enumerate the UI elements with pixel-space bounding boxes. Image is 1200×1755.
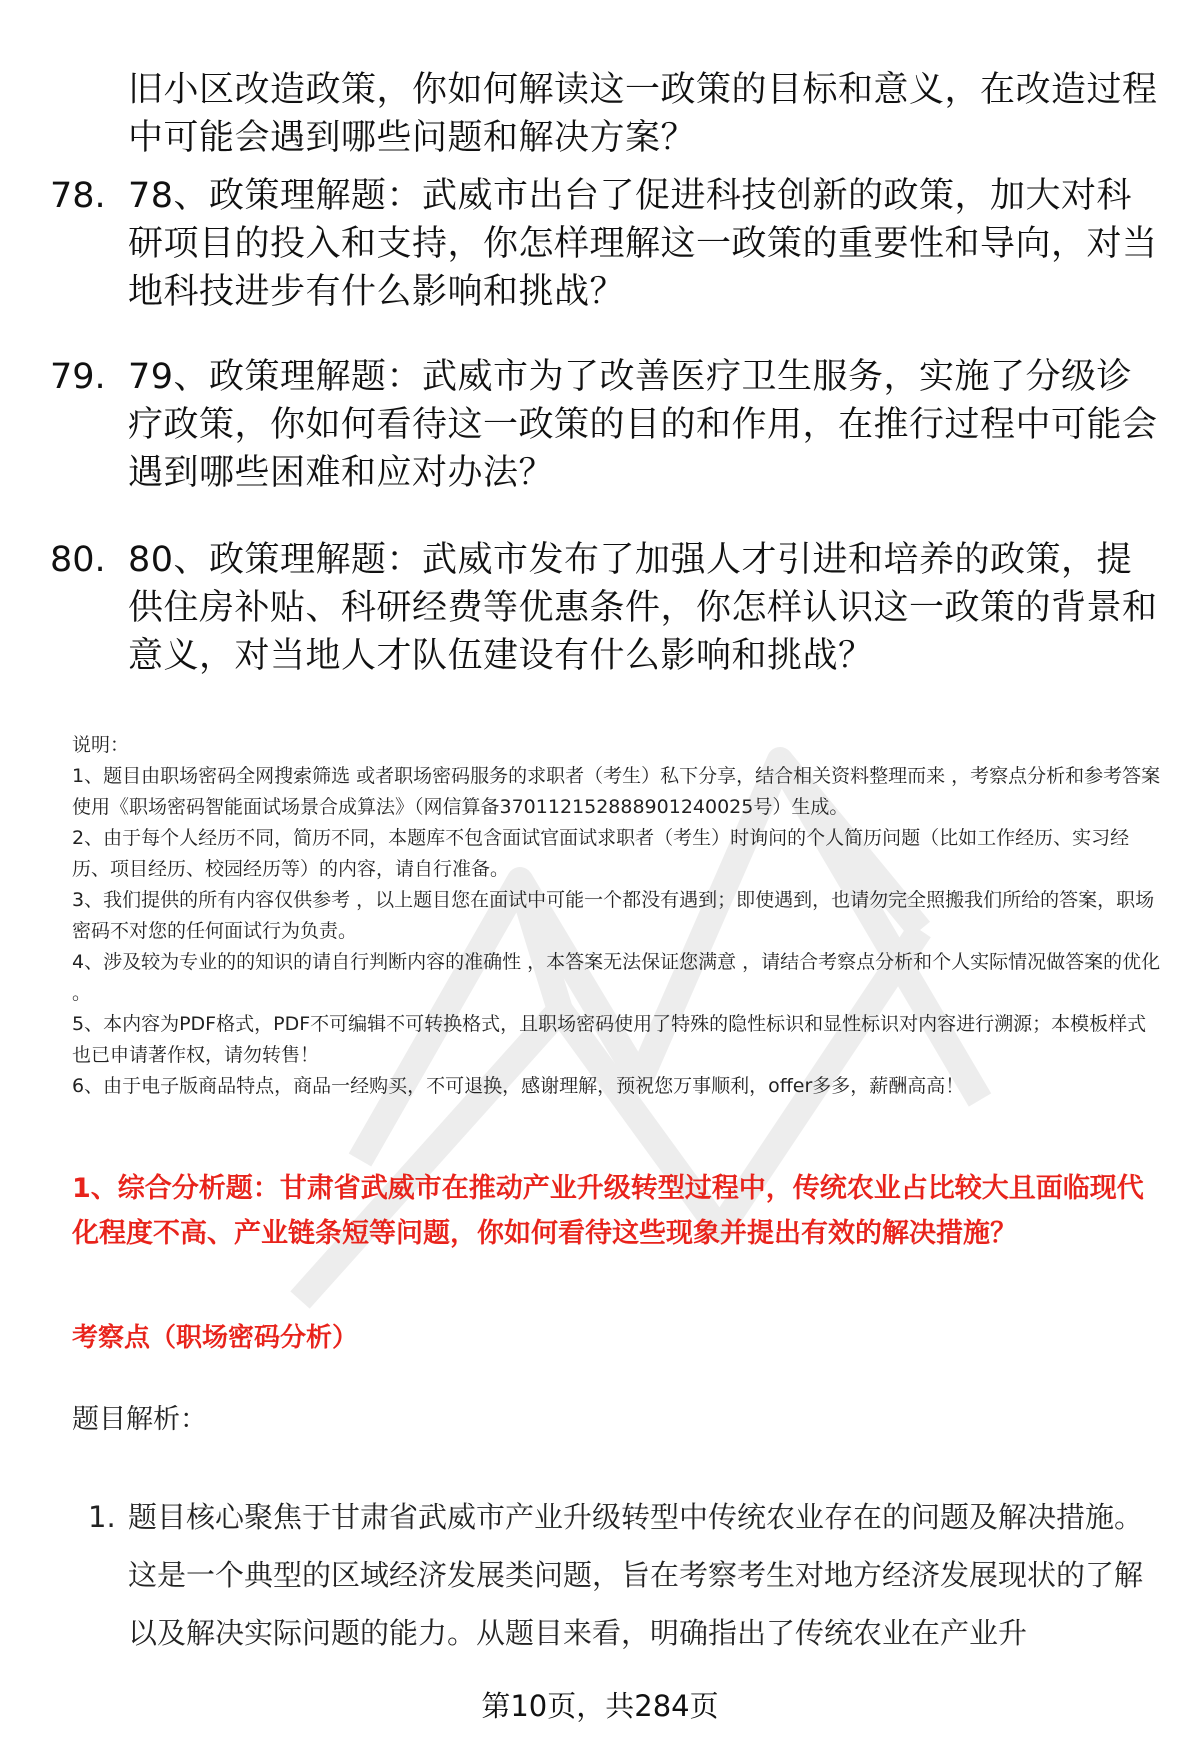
note-item: 4、涉及较为专业的的知识的请自行判断内容的准确性 ，本答案无法保证您满意 ，请结合考察点分析和个人实际情况做答案的优化 。 (72, 951, 1161, 1004)
page-footer: 第10页，共284页 (481, 1689, 719, 1723)
note-item: 2、由于每个人经历不同，简历不同，本题库不包含面试官面试求职者（考生）时询问的个人简历问题（比如工作经历、实习经历、项目经历、校园经历等）的内容，请自行准备。 (72, 827, 1130, 880)
question-text: 78、政策理解题：武威市出台了促进科技创新的政策，加大对科研项目的投入和支持，你怎样理解这一政策的重要性和导向，对当地科技进步有什么影响和挑战？ (128, 176, 1158, 312)
notes-title: 说明： (72, 734, 130, 756)
points-heading: 考察点（职场密码分析） (72, 1323, 359, 1353)
list-text: 题目核心聚焦于甘肃省武威市产业升级转型中传统农业存在的问题及解决措施。这是一个典型的区域经济发展类问题，旨在考察考生对地方经济发展现状的了解以及解决实际问题的能力。从题目来看，明确指出了传统农业在产业升 (128, 1500, 1144, 1650)
list-number: 1. (88, 1500, 116, 1534)
note-item: 5、本内容为PDF格式，PDF不可编辑不可转换格式，且职场密码使用了特殊的隐性标识和显性标识对内容进行溯源；本模板样式也已申请著作权，请勿转售！ (72, 1013, 1147, 1066)
notes-section (72, 730, 1162, 1102)
analysis-label: 题目解析： (72, 1404, 207, 1435)
note-item: 6、由于电子版商品特点，商品一经购买，不可退换，感谢理解，预祝您万事顺利，offer多多，薪酬高高！ (72, 1075, 965, 1097)
question-number: 78. (50, 176, 106, 216)
note-item: 3、我们提供的所有内容仅供参考 ，以上题目您在面试中可能一个都没有遇到；即使遇到，也请勿完全照搬我们所给的答案，职场密码不对您的任何面试行为负责。 (72, 889, 1155, 942)
question-text: 79、政策理解题：武威市为了改善医疗卫生服务，实施了分级诊疗政策，你如何看待这一政策的目的和作用，在推行过程中可能会遇到哪些困难和应对办法？ (128, 357, 1158, 493)
question-number: 79. (50, 357, 106, 397)
question-text: 80、政策理解题：武威市发布了加强人才引进和培养的政策，提供住房补贴、科研经费等优惠条件，你怎样认识这一政策的背景和意义，对当地人才队伍建设有什么影响和挑战？ (128, 540, 1158, 676)
question-text: 旧小区改造政策，你如何解读这一政策的目标和意义，在改造过程中可能会遇到哪些问题和解决方案？ (128, 70, 1158, 158)
main-question-heading: 1、综合分析题：甘肃省武威市在推动产业升级转型过程中，传统农业占比较大且面临现代化程度不高、产业链条短等问题，你如何看待这些现象并提出有效的解决措施？ (72, 1173, 1144, 1249)
question-number: 80. (50, 540, 106, 580)
note-item: 1、题目由职场密码全网搜索筛选 或者职场密码服务的求职者（考生）私下分享，结合相关资料整理而来 ，考察点分析和参考答案使用《职场密码智能面试场景合成算法》（网信算备370112152888901240025号）生成。 (72, 765, 1161, 818)
